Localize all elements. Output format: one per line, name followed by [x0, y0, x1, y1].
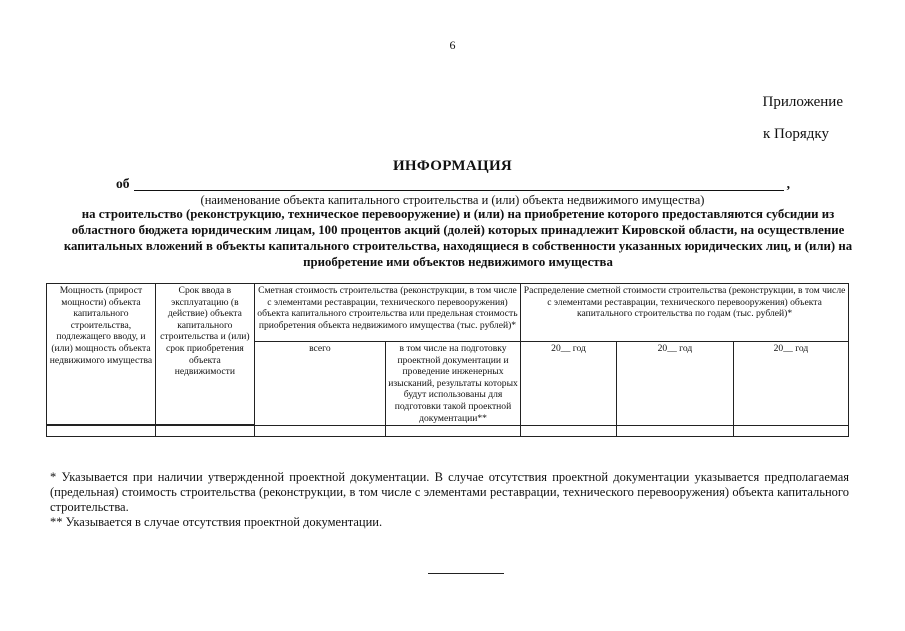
header-year-1: 20__ год	[521, 342, 617, 426]
header-cost-total: всего	[254, 342, 385, 426]
header-year-2: 20__ год	[616, 342, 733, 426]
object-name-blank	[134, 190, 784, 191]
table-header-row	[47, 284, 849, 342]
table-cell	[254, 426, 385, 437]
header-term: Срок ввода в эксплуатацию (в действие) объекта капитального строительства и (или) срок приобретения объекта недвижимости	[155, 284, 254, 425]
document-heading: на строительство (реконструкцию, техническое перевооружение) и (или) на приобретение которого предоставляются субсидии из областного бюджета юридическим лицам, 100 процентов акций (долей) которых принадлежит Кировской области, на осуществление капитальных вложений в объекты капитального строительства, находящиеся в собственности указанных юридических лиц, и (или) на приобретение ими объектов недвижимого имущества	[63, 207, 853, 269]
table-cell	[385, 426, 520, 437]
appendix-label: Приложение	[762, 94, 843, 110]
table-cell	[733, 426, 848, 437]
header-year-3: 20__ год	[733, 342, 848, 426]
header-cost: Сметная стоимость строительства (реконструкции, в том числе с элементами реставрации, технического перевооружения) объекта капитального строительства или предельная стоимость приобретения объекта недвижимого имущества (тыс. рублей)*	[254, 284, 520, 342]
table-cell	[616, 426, 733, 437]
footnote-1: * Указывается при наличии утвержденной проектной документации. В случае отсутствия проектной документации указывается предполагаемая (предельная) стоимость строительства (реконструкции, в том числе с элементами реставрации, технического перевооружения) объекта капитального строительства.	[50, 470, 849, 514]
appendix-order-label: к Порядку	[763, 126, 829, 142]
object-suffix: ,	[786, 176, 790, 191]
header-capacity: Мощность (прирост мощности) объекта капитального строительства, подлежащего вводу, и (или) мощность объекта недвижимого имущества	[47, 284, 156, 425]
document-title: ИНФОРМАЦИЯ	[392, 158, 513, 174]
footnotes	[50, 470, 849, 530]
object-caption: (наименование объекта капитального строительства и (или) объекта недвижимого имущества)	[200, 193, 705, 207]
table-cell	[155, 426, 254, 437]
object-name-line	[116, 176, 796, 194]
table-cell	[47, 426, 156, 437]
table-row	[47, 426, 849, 437]
object-prefix: об	[116, 176, 130, 191]
header-distribution: Распределение сметной стоимости строительства (реконструкции, в том числе с элементами реставрации, технического перевооружения) объекта капитального строительства по годам (тыс. рублей)*	[521, 284, 849, 342]
footnote-2: ** Указывается в случае отсутствия проектной документации.	[50, 515, 383, 529]
page-number: 6	[449, 38, 456, 52]
divider-line	[428, 573, 504, 574]
header-cost-docs: в том числе на подготовку проектной документации и проведение инженерных изысканий, результаты которых будут использованы для подготовки такой проектной документации**	[385, 342, 520, 426]
info-table	[46, 283, 849, 437]
table-cell	[521, 426, 617, 437]
